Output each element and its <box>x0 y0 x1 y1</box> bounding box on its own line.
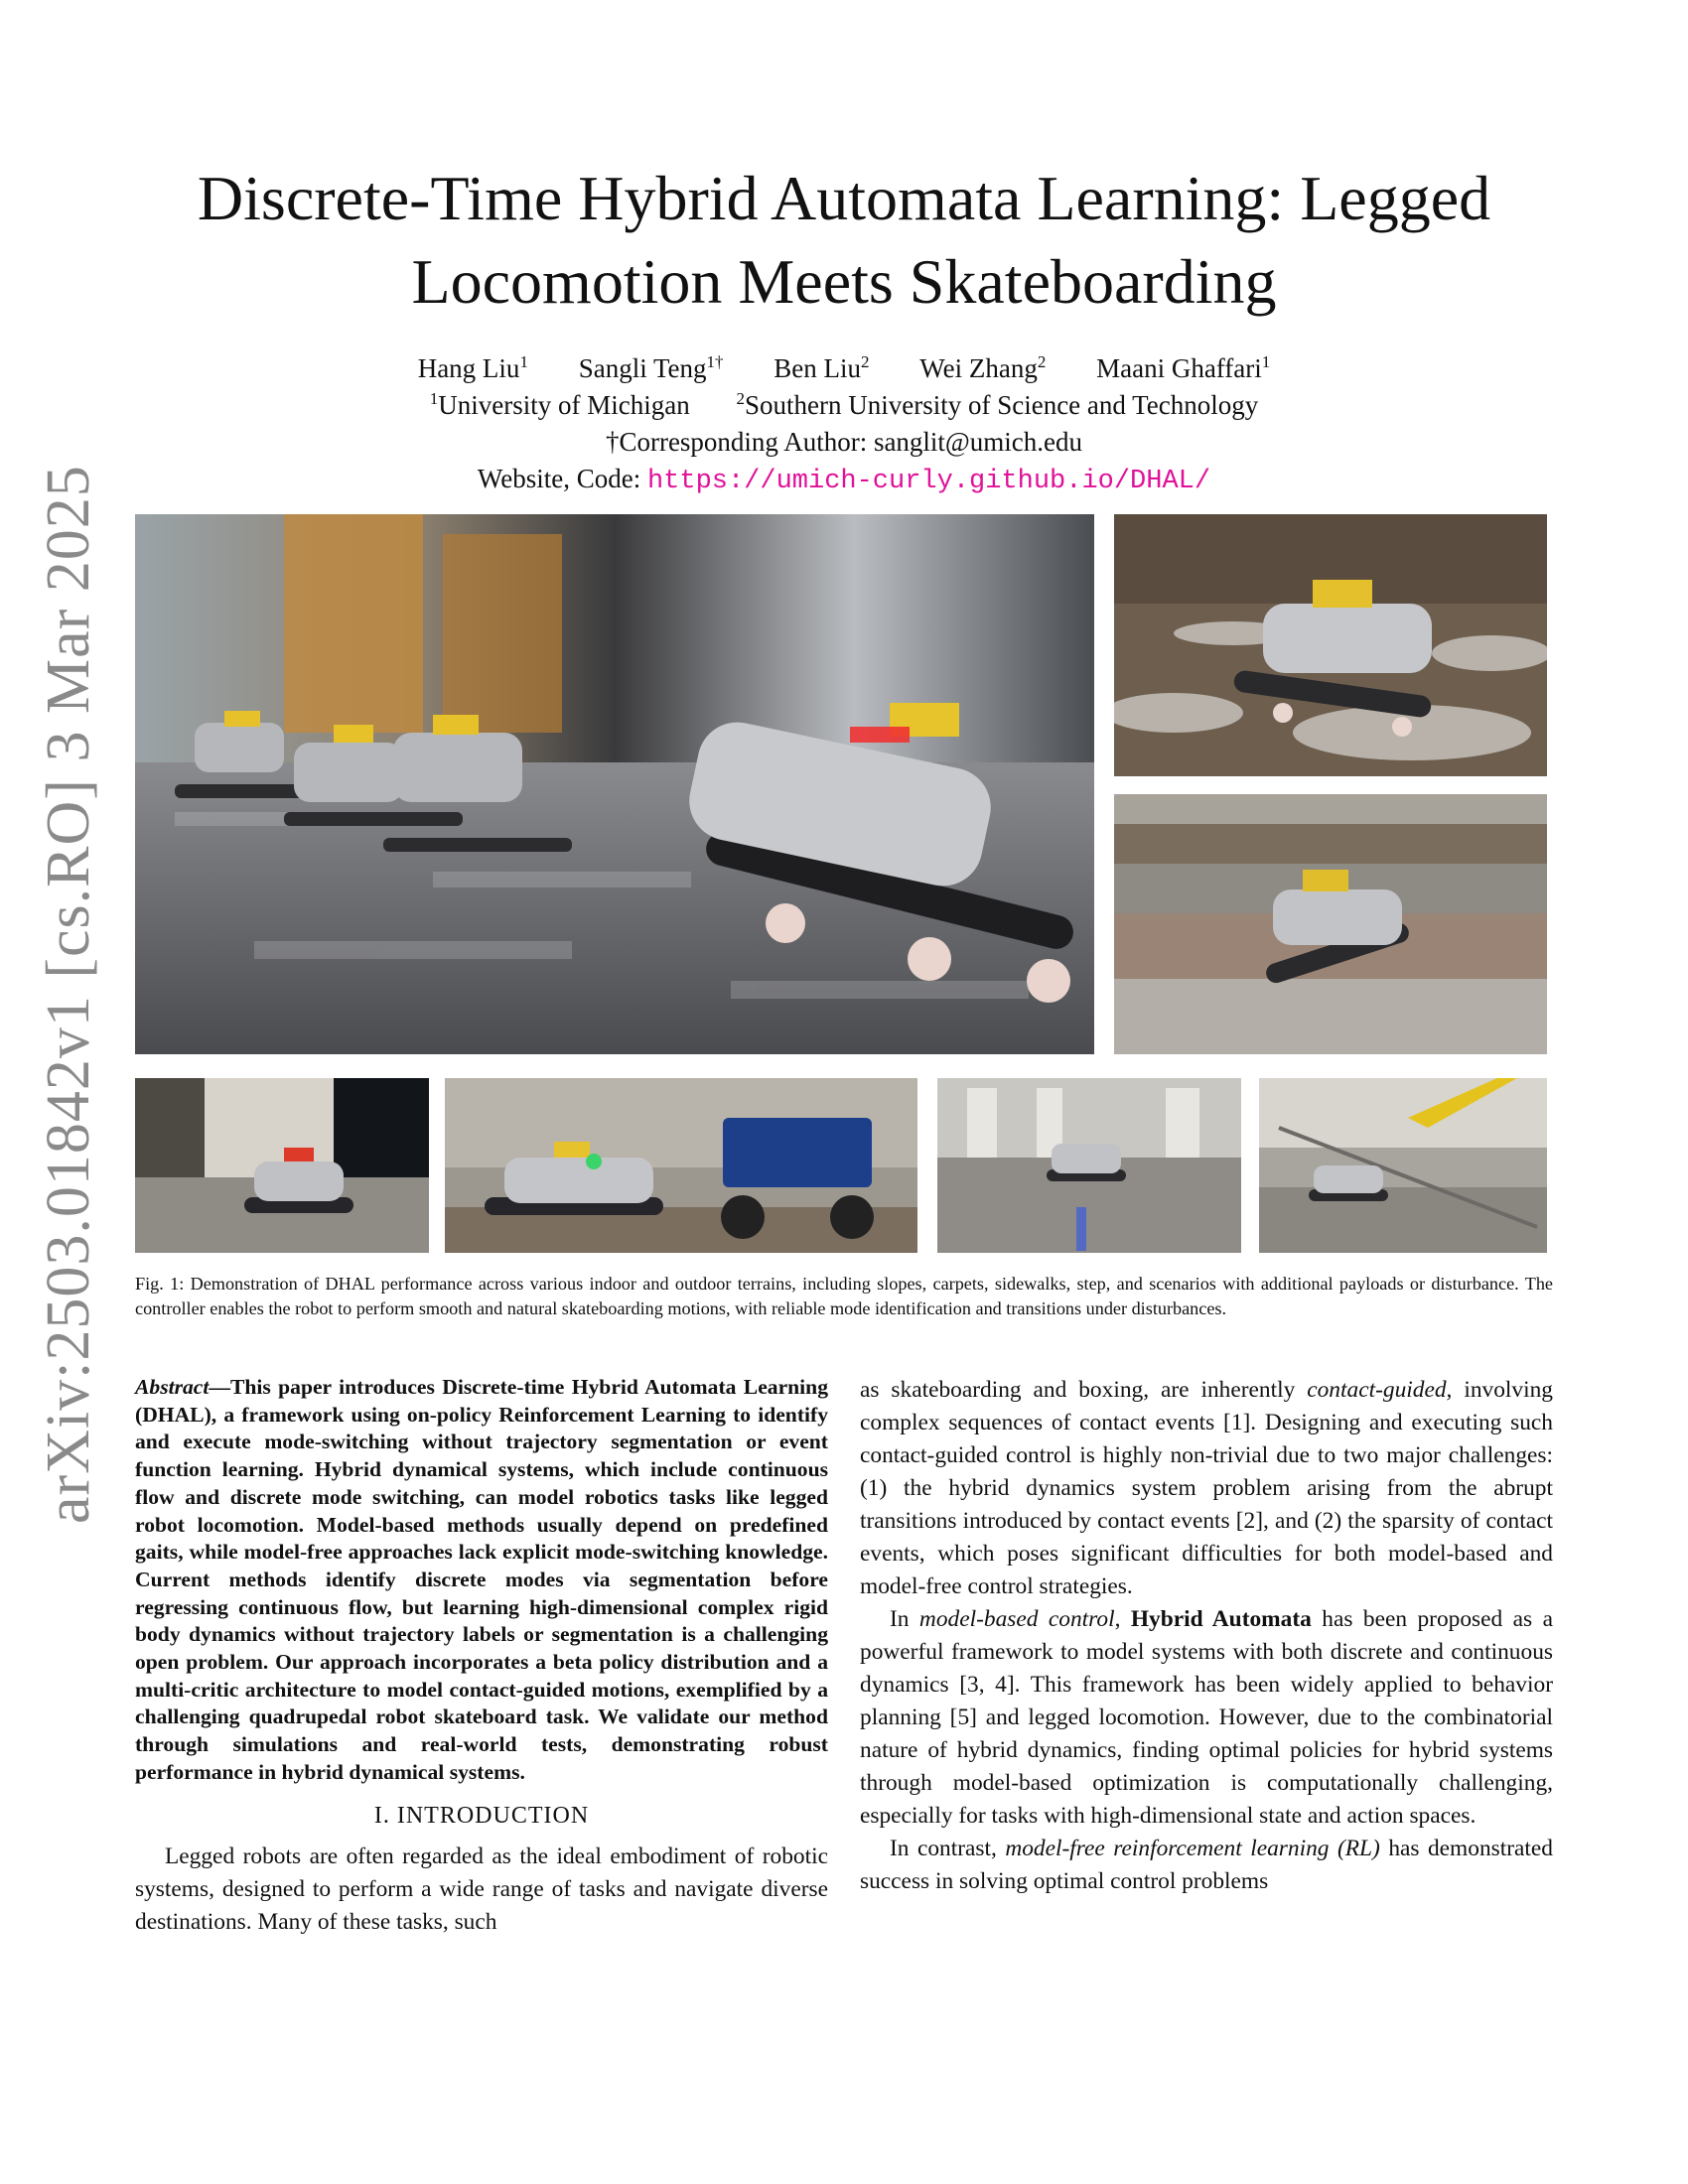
figure-photo-night-lot <box>135 1078 429 1253</box>
author-block <box>99 350 1589 500</box>
figure-photo-ramp <box>1259 1078 1547 1253</box>
text-run-bold: Hybrid Automata <box>1130 1606 1312 1632</box>
text-run: In <box>890 1606 919 1632</box>
text-run-italic: model-free reinforcement learning (RL) <box>1005 1836 1380 1861</box>
text-run: , involving complex sequences of contact events [1]. Designing and executing such contact-guided control is highly non-trivial due to two major challenges: (1) the hybrid dynamics system problem arising from the abrupt transitions introduced by contact events [2], and (2) the sparsity of contact events, which poses significant difficulties for both model-based and model-free control strategies. <box>860 1377 1553 1599</box>
affiliation <box>736 387 1258 424</box>
title-line-1: Discrete-Time Hybrid Automata Learning: Legged <box>197 163 1491 233</box>
author-sup: 2 <box>1037 352 1047 371</box>
text-run: as skateboarding and boxing, are inherently <box>860 1377 1308 1403</box>
affiliation <box>430 387 690 424</box>
website-line <box>99 461 1589 500</box>
author <box>1096 350 1270 387</box>
text-run: has demonstrated success in solving optimal control problems <box>860 1836 1553 1894</box>
right-column <box>860 1374 1553 1898</box>
abstract <box>135 1374 828 1787</box>
affiliation-sup: 2 <box>736 389 745 408</box>
text-run: has been proposed as a powerful framework to model systems with both discrete and continuous dynamics [3, 4]. This framework has been widely applied to behavior planning [5] and legged locomotion. However, due to the combinatorial nature of hybrid dynamics, finding optimal policies for hybrid systems through model-based optimization is computationally challenging, especially for tasks with high-dimensional state and action spaces. <box>860 1606 1553 1829</box>
author-list <box>99 350 1589 387</box>
abstract-lead: Abstract <box>135 1375 210 1399</box>
author <box>418 350 528 387</box>
affiliation-sup: 1 <box>429 389 439 408</box>
author-sup: 1 <box>519 352 528 371</box>
author-name: Maani Ghaffari <box>1096 353 1262 383</box>
author-name: Hang Liu <box>417 353 520 383</box>
affiliation-name: University of Michigan <box>438 390 690 420</box>
text-run-italic: model-based control <box>918 1606 1115 1632</box>
figure-photo-carpet-robots <box>135 514 1094 1054</box>
left-column <box>135 1374 828 1939</box>
author-name: Wei Zhang <box>919 353 1038 383</box>
author-name: Sangli Teng <box>578 353 707 383</box>
intro-paragraph-3 <box>860 1833 1553 1898</box>
corresponding-author: †Corresponding Author: sanglit@umich.edu <box>605 427 1083 457</box>
author-sup: 1 <box>1261 352 1271 371</box>
arxiv-stamp: arXiv:2503.01842v1 [cs.RO] 3 Mar 2025 <box>35 465 102 1524</box>
figure-photo-hallway <box>937 1078 1241 1253</box>
intro-paragraph-1: Legged robots are often regarded as the ideal embodiment of robotic systems, designed to perform a wide range of tasks and navigate diverse destinations. Many of these tasks, such <box>135 1843 828 1935</box>
author <box>579 350 724 387</box>
figure-photo-sidewalk-step <box>1114 794 1547 1054</box>
text-run: , <box>1114 1606 1131 1632</box>
figure-photo-snow-grass <box>1114 514 1547 776</box>
author-sup: 1† <box>706 352 724 371</box>
intro-paragraph-2 <box>860 1603 1553 1833</box>
paper-title <box>99 157 1589 324</box>
intro-paragraph-1-continued <box>860 1374 1553 1603</box>
affiliations <box>99 387 1589 424</box>
title-line-2: Locomotion Meets Skateboarding <box>411 246 1277 317</box>
author-sup: 2 <box>861 352 870 371</box>
author <box>774 350 869 387</box>
text-run: In contrast, <box>890 1836 1006 1861</box>
figure-caption: Fig. 1: Demonstration of DHAL performance across various indoor and outdoor terrains, including slopes, carpets, sidewalks, step, and scenarios with additional payloads or disturbance. The controller enables the robot to perform smooth and natural skateboarding motions, with reliable mode identification and transitions under disturbances. <box>135 1274 1553 1318</box>
website-label: Website, Code: <box>477 464 647 493</box>
abstract-text: —This paper introduces Discrete-time Hybrid Automata Learning (DHAL), a framework using on-policy Reinforcement Learning to identify and execute mode-switching without trajectory segmentation or event function learning. Hybrid dynamical systems, which include continuous flow and discrete mode switching, can model robotics tasks like legged robot locomotion. Model-based methods usually depend on predefined gaits, while model-free approaches lack explicit mode-switching knowledge. Current methods identify discrete modes via segmentation before regressing continuous flow, but learning high-dimensional complex rigid body dynamics without trajectory labels or segmentation is a challenging open problem. Our approach incorporates a beta policy distribution and a multi-critic architecture to model contact-guided motions, exemplified by a challenging quadrupedal robot skateboard task. We validate our method through simulations and real-world tests, demonstrating robust performance in hybrid dynamical systems. <box>135 1375 828 1784</box>
author-name: Ben Liu <box>774 353 862 383</box>
affiliation-name: Southern University of Science and Technology <box>744 390 1259 420</box>
figure-photo-wagon <box>445 1078 917 1253</box>
author <box>919 350 1046 387</box>
text-run-italic: contact-guided <box>1307 1377 1447 1403</box>
website-link[interactable]: https://umich-curly.github.io/DHAL/ <box>646 467 1211 496</box>
section-heading-introduction: I. INTRODUCTION <box>373 1802 590 1829</box>
